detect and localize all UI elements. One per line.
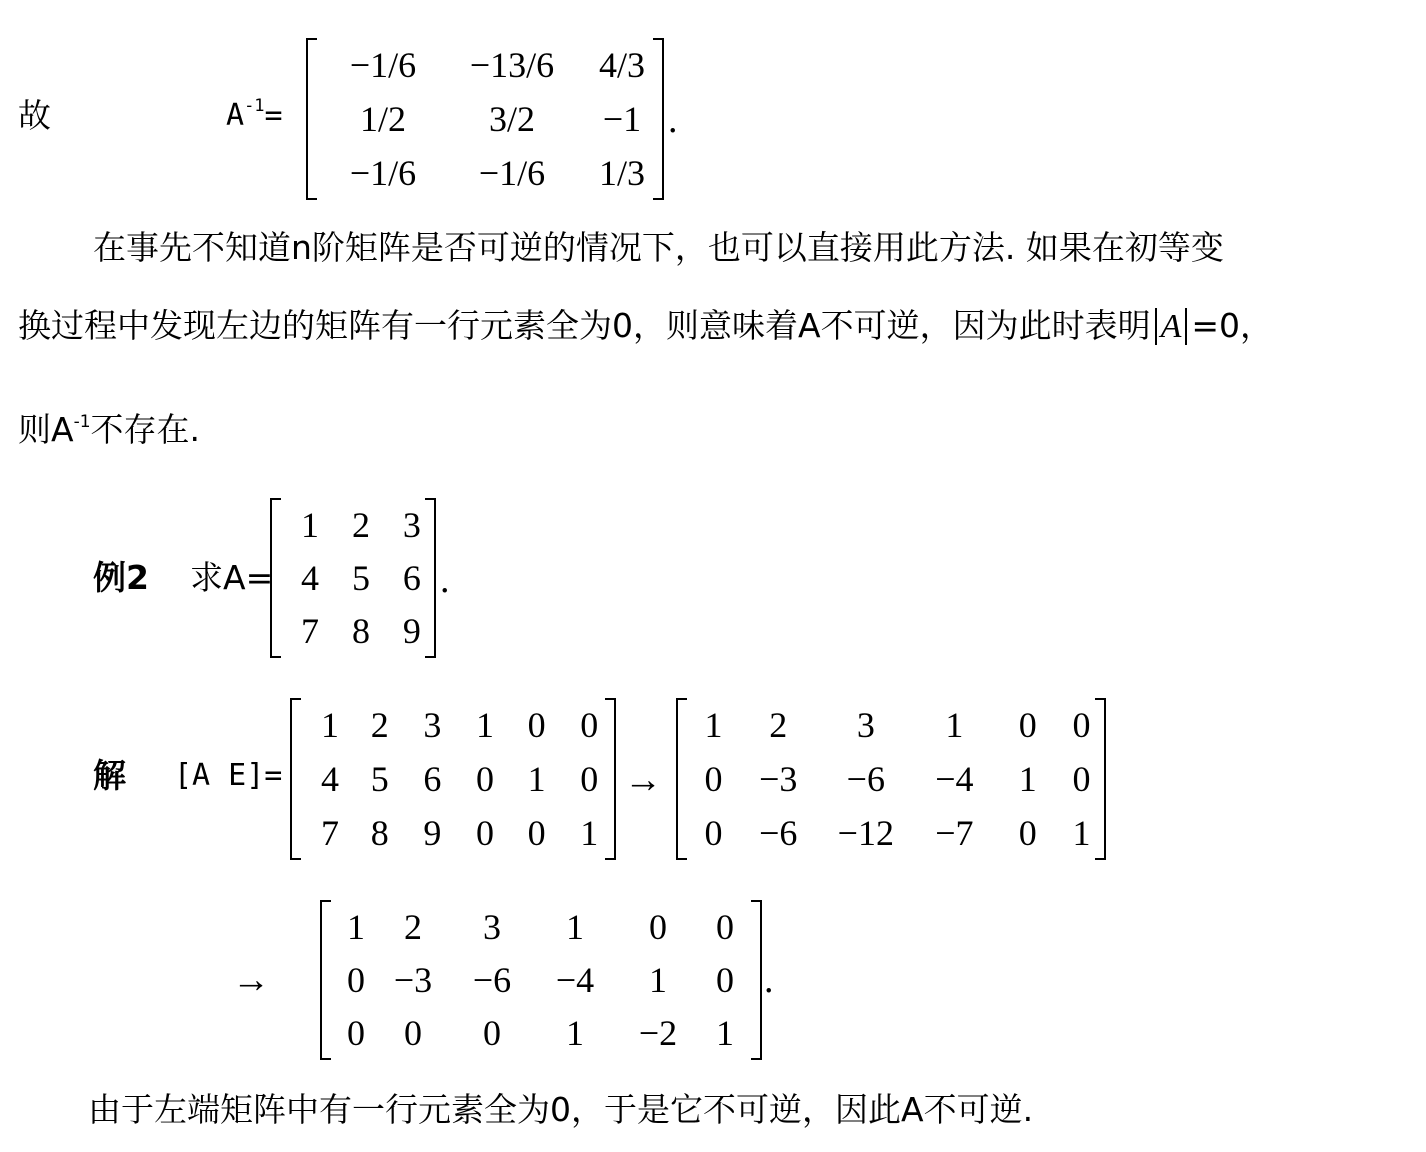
matrix-left-bracket <box>290 698 301 860</box>
matrix-cell: 1/2 <box>359 99 406 139</box>
matrix-cell: 4 <box>320 759 339 799</box>
paragraph-line-2 <box>18 306 1273 347</box>
matrix-cell: 1 <box>704 705 723 745</box>
matrix-row <box>322 146 664 200</box>
matrix-row <box>336 953 750 1006</box>
matrix-cell: −1/6 <box>478 153 546 193</box>
matrix-left-bracket <box>306 38 317 200</box>
matrix-cell: 7 <box>301 610 320 651</box>
matrix-cell: 0 <box>580 759 599 799</box>
matrix-left-bracket <box>676 698 687 860</box>
example-text: 求A= <box>190 558 274 597</box>
matrix-left-bracket <box>270 498 281 658</box>
matrix-cell: 1 <box>475 705 494 745</box>
matrix-row <box>286 551 436 604</box>
matrix-cell: 8 <box>370 813 389 853</box>
inverse-lhs <box>226 96 283 140</box>
paragraph-line-3-sup: -1 <box>73 412 91 432</box>
step-2-period: . <box>764 959 774 1001</box>
matrix-cell: 1 <box>566 1012 584 1053</box>
arrow-1: → <box>624 759 662 801</box>
matrix-cell: 4/3 <box>598 45 645 85</box>
matrix-cell: 0 <box>527 705 546 745</box>
matrix-cell: 6 <box>423 759 442 799</box>
matrix-grid <box>336 900 750 1059</box>
paragraph-line-3 <box>18 410 200 456</box>
matrix-grid <box>692 698 1106 860</box>
solution-label: 解 <box>93 756 126 795</box>
matrix-cell: 1 <box>945 705 964 745</box>
determinant-A: A <box>1155 308 1188 345</box>
matrix-cell: −1 <box>602 99 642 139</box>
matrix-cell: 0 <box>580 705 599 745</box>
conclusion-lead-word: 故 <box>18 96 51 135</box>
matrix-cell: 0 <box>475 759 494 799</box>
matrix-cell: 1 <box>301 504 320 545</box>
matrix-cell: 2 <box>769 705 788 745</box>
matrix-row <box>286 498 436 551</box>
matrix-cell: 9 <box>423 813 442 853</box>
final-conclusion: 由于左端矩阵中有一行元素全为0，于是它不可逆，因此A不可逆. <box>88 1090 1034 1129</box>
matrix-cell: 0 <box>1018 813 1037 853</box>
matrix-cell: 1 <box>1018 759 1037 799</box>
matrix-cell: −13/6 <box>469 45 555 85</box>
matrix-cell: 2 <box>404 906 422 947</box>
matrix-cell: 0 <box>404 1012 422 1053</box>
matrix-cell: −4 <box>935 759 974 799</box>
matrix-cell: 1 <box>566 906 584 947</box>
matrix-cell: 3 <box>423 705 442 745</box>
matrix-cell: 1 <box>716 1012 734 1053</box>
matrix-cell: −1/6 <box>349 45 417 85</box>
matrix-cell: −1/6 <box>349 153 417 193</box>
matrix-cell: 3/2 <box>488 99 535 139</box>
matrix-cell: 8 <box>351 610 370 651</box>
matrix-cell: 0 <box>1072 759 1091 799</box>
matrix-cell: 0 <box>1018 705 1037 745</box>
matrix-cell: −6 <box>472 959 512 1000</box>
paragraph-line-2-text: 换过程中发现左边的矩阵有一行元素全为0，则意味着A不可逆，因为此时表明 <box>18 306 1151 345</box>
matrix-step-2 <box>320 900 762 1060</box>
arrow-2: → <box>232 959 270 1001</box>
matrix-cell: 1 <box>580 813 599 853</box>
matrix-cell: −3 <box>393 959 433 1000</box>
matrix-cell: 0 <box>483 1012 501 1053</box>
matrix-grid <box>322 38 664 200</box>
matrix-cell: 0 <box>1072 705 1091 745</box>
example-label: 例2 <box>93 558 149 597</box>
matrix-row <box>322 92 664 146</box>
matrix-step-1 <box>676 698 1106 860</box>
matrix-cell: 3 <box>483 906 501 947</box>
inverse-lhs-base: A <box>226 98 245 133</box>
matrix-grid <box>286 498 436 657</box>
matrix-cell: 0 <box>716 959 734 1000</box>
example-period: . <box>440 559 450 601</box>
matrix-cell: 4 <box>301 557 320 598</box>
matrix-cell: 3 <box>856 705 875 745</box>
paragraph-line-3-tail: 不存在. <box>90 410 201 449</box>
matrix-cell: 9 <box>402 610 421 651</box>
matrix-cell: 0 <box>347 1012 365 1053</box>
matrix-left-bracket <box>320 900 331 1060</box>
matrix-row <box>306 752 616 806</box>
matrix-cell: 0 <box>649 906 667 947</box>
matrix-AE <box>290 698 616 860</box>
matrix-cell: 1/3 <box>598 153 645 193</box>
matrix-cell: 1 <box>320 705 339 745</box>
matrix-cell: 5 <box>370 759 389 799</box>
matrix-cell: −12 <box>837 813 894 853</box>
matrix-right-bracket <box>751 900 762 1060</box>
matrix-row <box>306 698 616 752</box>
matrix-cell: 1 <box>649 959 667 1000</box>
matrix-row <box>306 806 616 860</box>
matrix-inverse <box>306 38 664 200</box>
matrix-cell: 1 <box>1072 813 1091 853</box>
matrix-cell: 6 <box>402 557 421 598</box>
matrix-cell: 3 <box>402 504 421 545</box>
matrix-cell: 0 <box>347 959 365 1000</box>
matrix-cell: 0 <box>704 759 723 799</box>
paragraph-line-3-text: 则A <box>18 410 74 449</box>
matrix-row <box>692 752 1106 806</box>
inverse-lhs-sup: -1 <box>244 96 265 116</box>
solution-text: [A E]= <box>174 758 283 793</box>
matrix-cell: 1 <box>527 759 546 799</box>
matrix-grid <box>306 698 616 860</box>
inverse-period: . <box>668 99 678 141</box>
matrix-row <box>692 806 1106 860</box>
matrix-cell: −6 <box>846 759 885 799</box>
inverse-lhs-eq: = <box>264 98 283 133</box>
matrix-cell: 5 <box>351 557 370 598</box>
matrix-cell: 7 <box>320 813 339 853</box>
matrix-cell: 0 <box>527 813 546 853</box>
matrix-cell: −7 <box>935 813 974 853</box>
matrix-cell: −6 <box>759 813 798 853</box>
matrix-cell: 1 <box>347 906 365 947</box>
matrix-row <box>336 1006 750 1059</box>
matrix-cell: 0 <box>475 813 494 853</box>
matrix-row <box>336 900 750 953</box>
matrix-cell: 0 <box>704 813 723 853</box>
matrix-row <box>322 38 664 92</box>
matrix-cell: 2 <box>370 705 389 745</box>
matrix-cell: −3 <box>759 759 798 799</box>
matrix-A <box>270 498 436 658</box>
matrix-cell: 2 <box>351 504 370 545</box>
paragraph-line-2-tail: =0， <box>1191 306 1274 345</box>
paragraph-line-1: 在事先不知道n阶矩阵是否可逆的情况下，也可以直接用此方法. 如果在初等变 <box>93 228 1224 267</box>
matrix-cell: 0 <box>716 906 734 947</box>
matrix-cell: −2 <box>638 1012 678 1053</box>
matrix-row <box>692 698 1106 752</box>
matrix-row <box>286 604 436 657</box>
matrix-cell: −4 <box>555 959 595 1000</box>
